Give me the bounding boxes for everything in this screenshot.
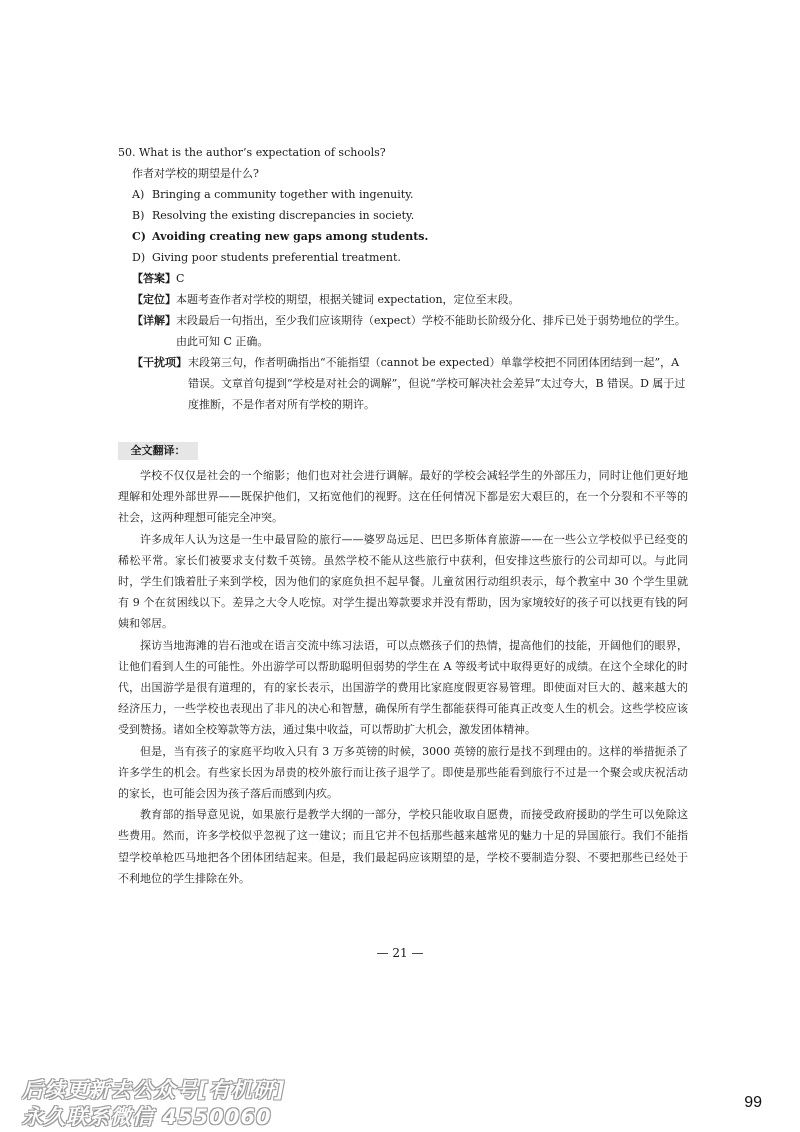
option-a (118, 184, 688, 205)
question-block (118, 142, 688, 415)
translation-label: 全文翻译： (118, 442, 198, 460)
detail-text: 末段最后一句指出，至少我们应该期待（expect）学校不能助长阶级分化、排斥已处于弱势地位的学生。由此可知 C 正确。 (176, 314, 686, 348)
question-stem-en: 50. What is the author’s expectation of schools? (118, 146, 386, 159)
option-d (118, 247, 688, 268)
locate-row (118, 289, 688, 310)
distractor-text: 末段第三句，作者明确指出“不能指望（cannot be expected）单靠学校把不同团体团结到一起”，A 错误。文章首句提到“学校是对社会的调解”，但说“学校可解决社会差异”太过夸大，B 错误。D 属于过度推断，不是作者对所有学校的期许。 (188, 356, 686, 411)
option-text: Giving poor students preferential treatment. (152, 251, 401, 264)
translation-paragraph: 许多成年人认为这是一生中最冒险的旅行——婆罗岛远足、巴巴多斯体育旅游——在一些公立学校似乎已经变的稀松平常。家长们被要求支付数千英镑。虽然学校不能从这些旅行中获利，但安排这些旅行的公司却可以。与此同时，学生们饿着肚子来到学校，因为他们的家庭负担不起早餐。儿童贫困行动组织表示，每个教室中 30 个学生里就有 9 个在贫困线以下。差异之大令人吃惊。对学生提出筹款要求并没有帮助，因为家境较好的孩子可以找更有钱的阿姨和邻居。 (118, 532, 688, 631)
translation-paragraph: 但是，当有孩子的家庭平均收入只有 3 万多英镑的时候，3000 英镑的旅行是找不到理由的。这样的举措扼杀了许多学生的机会。有些家长因为昂贵的校外旅行而让孩子退学了。即使是那些能看到旅行不过是一个聚会或庆祝活动的家长，也可能会因为孩子落后而感到内疚。 (118, 744, 688, 801)
question-stem-cn: 作者对学校的期望是什么? (132, 167, 259, 180)
translation-paragraph: 探访当地海滩的岩石池或在语言交流中练习法语，可以点燃孩子们的热情，提高他们的技能，开阔他们的眼界，让他们看到人生的可能性。外出游学可以帮助聪明但弱势的学生在 A 等级考试中取得更好的成绩。在这个全球化的时代，出国游学是很有道理的，有的家长表示，出国游学的费用比家庭度假更容易管理。即使面对巨大的、越来越大的经济压力，一些学校也表现出了非凡的决心和智慧，确保所有学生都能获得可能真正改变人生的机会。这些学校应该受到赞扬。诸如全校筹款等方法，通过集中收益，可以帮助扩大机会，激发团体精神。 (118, 638, 688, 737)
answer-row (118, 268, 688, 289)
translation-paragraph: 教育部的指导意见说，如果旅行是教学大纲的一部分，学校只能收取自愿费，而接受政府援助的学生可以免除这些费用。然而，许多学校似乎忽视了这一建议；而且它并不包括那些越来越常见的魅力十足的异国旅行。我们不能指望学校单枪匹马地把各个团体团结起来。但是，我们最起码应该期望的是，学校不要制造分裂、不要把那些已经处于不利地位的学生排除在外。 (118, 808, 688, 885)
distractor-row (118, 352, 688, 415)
option-label: B) (132, 209, 145, 222)
detail-tag: 【详解】 (132, 314, 176, 327)
watermark-line-2: 永久联系微信 4550060 (22, 1105, 272, 1129)
translation-body (118, 465, 688, 889)
distractor-tag: 【干扰项】 (132, 356, 187, 369)
answer-value: C (176, 272, 185, 285)
option-text: Bringing a community together with ingenuity. (152, 188, 414, 201)
page-number: — 21 — (376, 946, 424, 960)
option-label: D) (132, 251, 146, 264)
watermark-line-1: 后续更新去公众号[有机研] (22, 1078, 286, 1102)
option-text: Resolving the existing discrepancies in society. (152, 209, 415, 222)
translation-paragraph: 学校不仅仅是社会的一个缩影；他们也对社会进行调解。最好的学校会减轻学生的外部压力，同时让他们更好地理解和处理外部世界——既保护他们，又拓宽他们的视野。这在任何情况下都是宏大艰巨的，在一个分裂和不平等的社会，这两种理想可能完全冲突。 (118, 469, 688, 525)
locate-text: 本题考查作者对学校的期望，根据关键词 expectation，定位至末段。 (176, 293, 520, 306)
detail-row (118, 310, 688, 352)
option-label: A) (132, 188, 145, 201)
corner-page-number: 99 (744, 1094, 762, 1111)
answer-tag: 【答案】 (132, 272, 176, 285)
option-b (118, 205, 688, 226)
locate-tag: 【定位】 (132, 293, 176, 306)
option-c (118, 226, 688, 247)
option-text: Avoiding creating new gaps among students. (152, 230, 429, 243)
option-label: C) (132, 230, 146, 243)
